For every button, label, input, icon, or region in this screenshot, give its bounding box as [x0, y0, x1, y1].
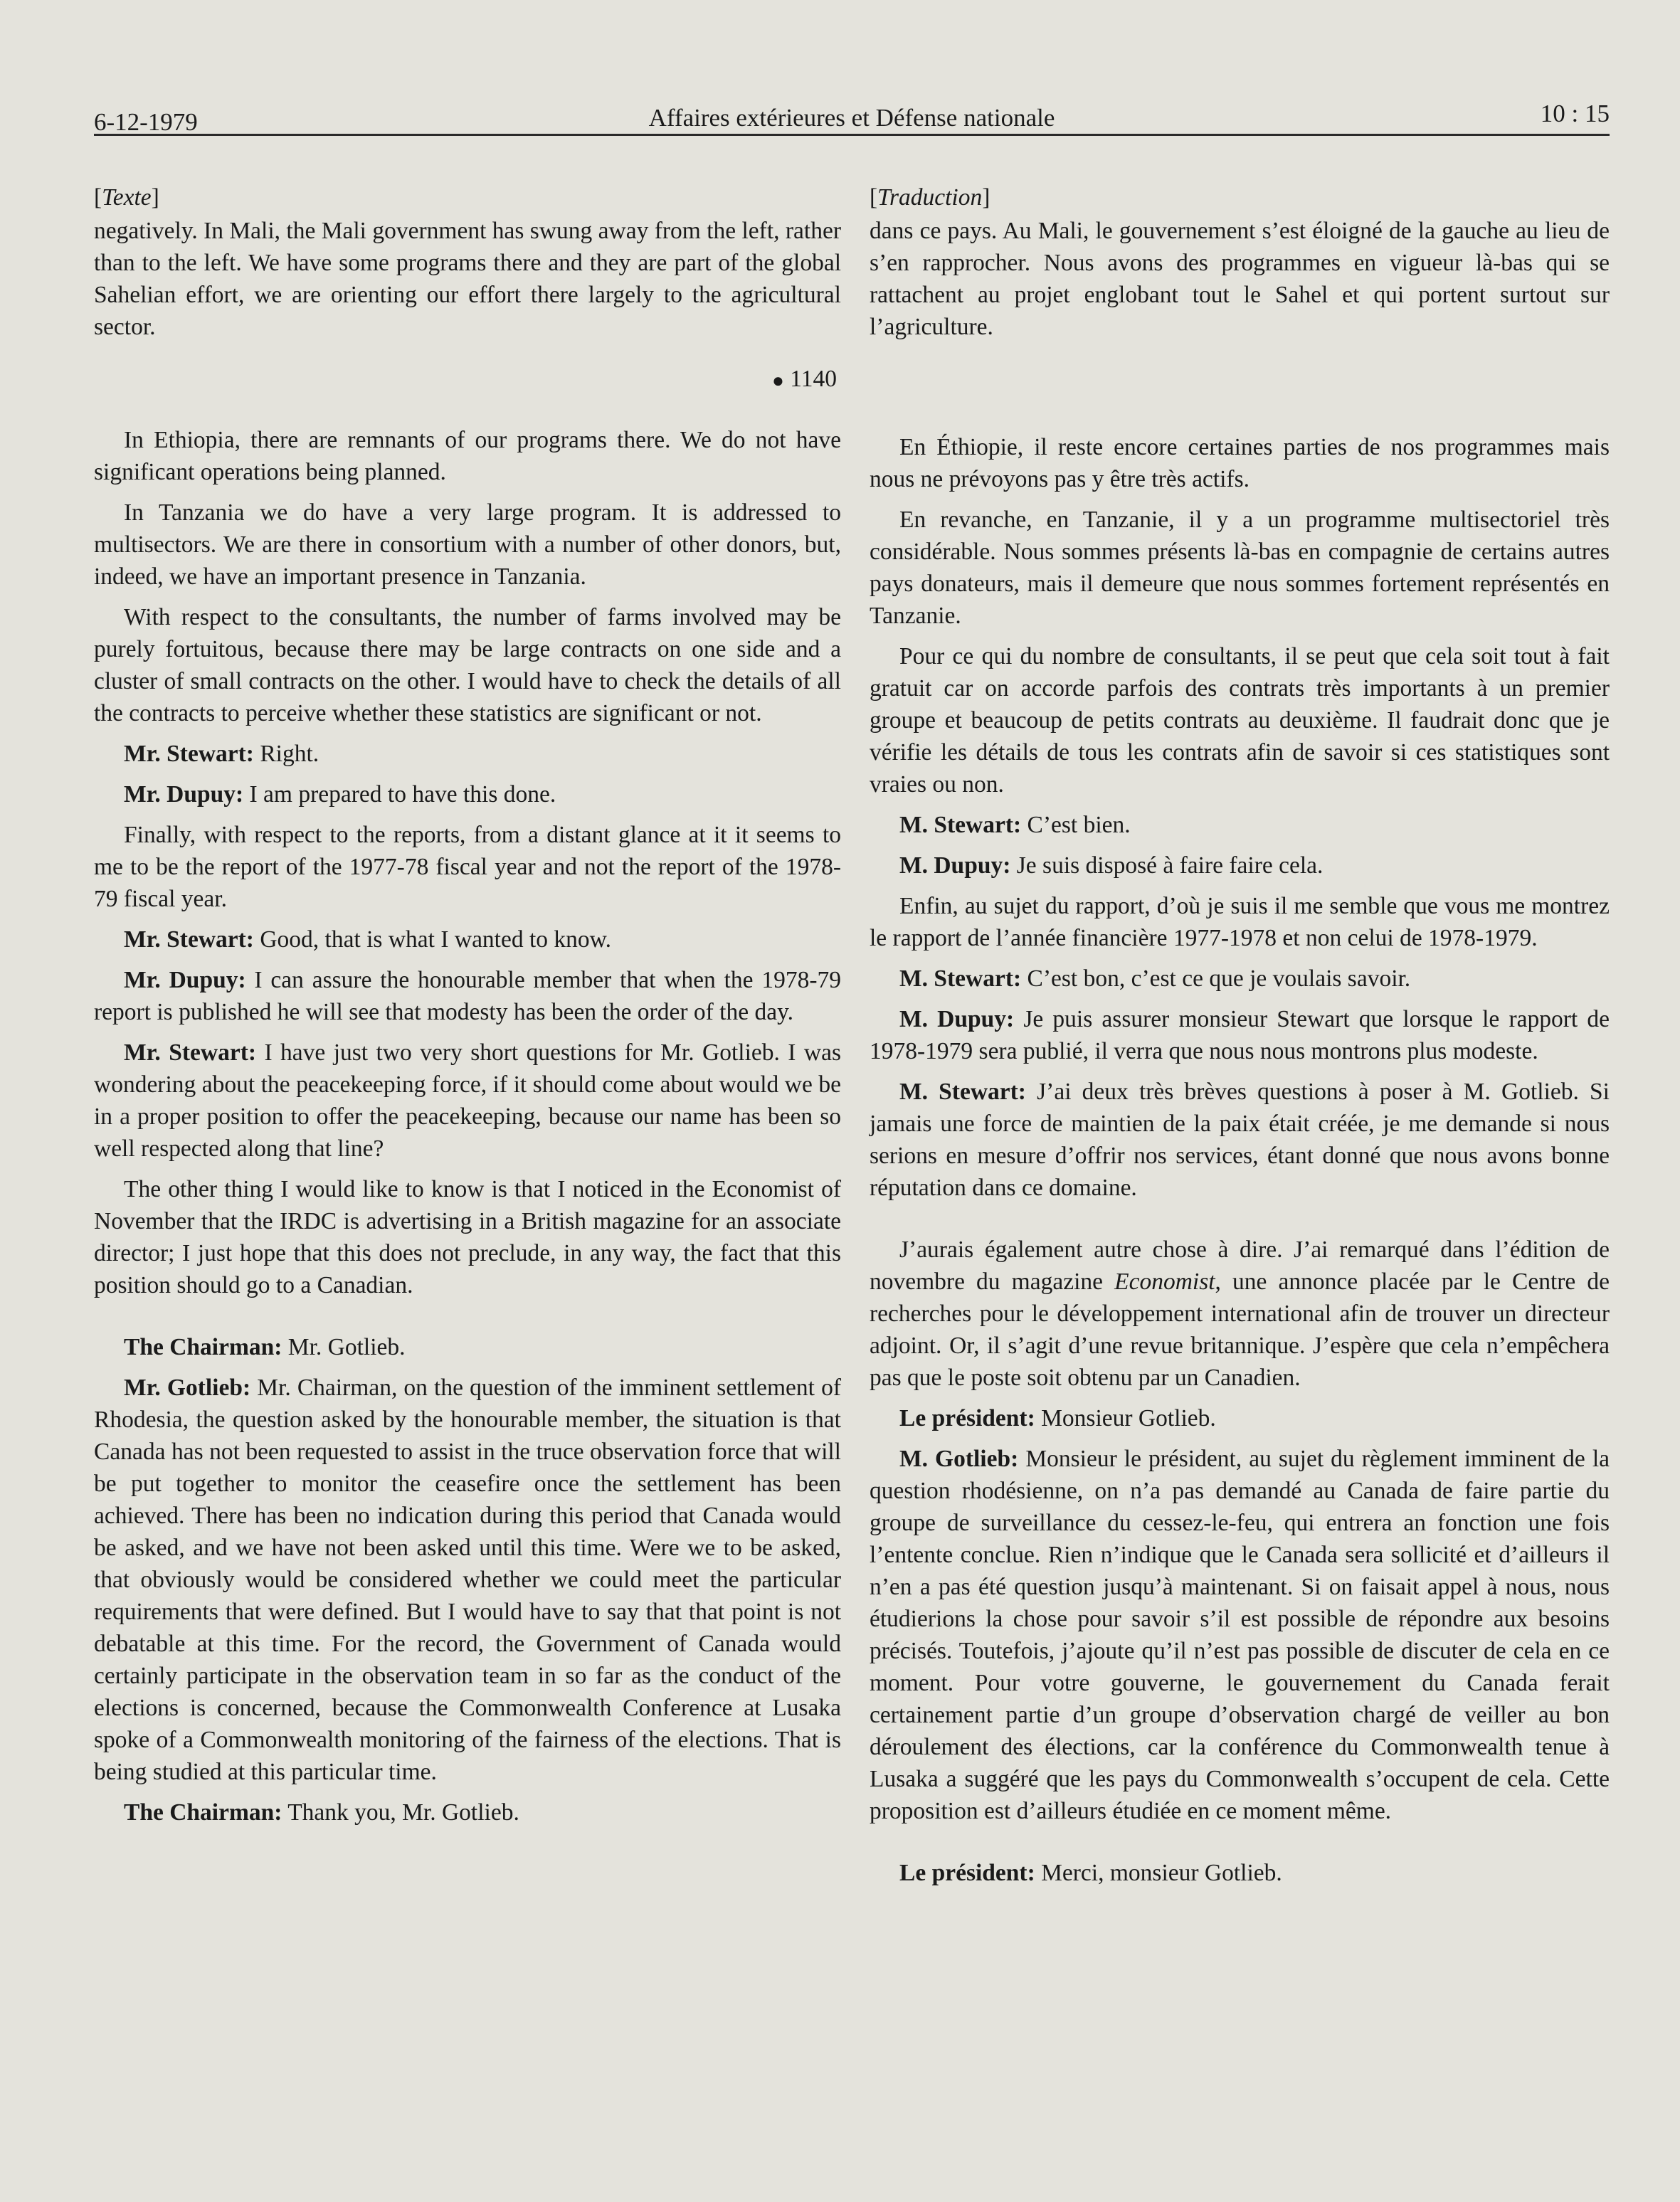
- speech-text: C’est bien.: [1021, 812, 1131, 838]
- speech: [94, 778, 841, 810]
- speaker-name: Le président:: [899, 1405, 1035, 1431]
- paragraph: With respect to the consultants, the number of farms involved may be purely fortuitous, because there may be large contracts on one side and a cluster of small contracts on the other. I would have to check the details of all the contracts to perceive whether these statistics are significant or not.: [94, 603, 841, 726]
- speech: [870, 963, 1610, 995]
- publication-title: Economist: [1114, 1269, 1215, 1295]
- speech-text: Merci, monsieur Gotlieb.: [1035, 1860, 1282, 1886]
- speech: [94, 1796, 841, 1828]
- paragraph: The other thing I would like to know is that I noticed in the Economist of November that the IRDC is advertising in a British magazine for an associate director; I just hope that this does not preclude, in any way, the fact that this position should go to a Canadian.: [94, 1175, 841, 1298]
- speaker-name: The Chairman:: [124, 1333, 282, 1360]
- speech: [870, 1443, 1610, 1827]
- column-french: [870, 181, 1610, 1897]
- running-header: [94, 100, 1610, 137]
- speech: [870, 1402, 1610, 1434]
- speaker-name: M. Stewart:: [899, 965, 1022, 992]
- paragraph: En revanche, en Tanzanie, il y a un programme multisectoriel très considérable. Nous sommes présents là-bas en compagnie de certains autres pays donateurs, mais il demeure que nous sommes fortement représentés en Tanzanie.: [870, 507, 1610, 629]
- paragraph: J’aurais également autre chose à dire. J’ai remarqué dans l’édition de novembre du magazine Economist, une annonce placée par le Centre de recherches pour le développement international afin de trouver un directeur adjoint. Or, il s’agit d’une revue britannique. J’espère que cela n’empêchera pas que le poste soit obtenu par un Canadien.: [870, 1237, 1610, 1391]
- bullet-icon: ●: [771, 369, 784, 392]
- speech-text: I am prepared to have this done.: [243, 780, 556, 808]
- speech-text: Right.: [253, 740, 319, 767]
- column-english: [94, 181, 841, 1837]
- speaker-name: Le président:: [899, 1860, 1035, 1886]
- speaker-name: Mr. Stewart:: [124, 926, 254, 953]
- speech: [870, 809, 1610, 841]
- speech-text: I can assure the honourable member that when the 1978-79 report is published he will see that modesty has been the order of the day.: [94, 966, 841, 1025]
- speaker-name: Mr. Gotlieb:: [124, 1374, 251, 1401]
- speaker-name: M. Stewart:: [899, 812, 1022, 838]
- speaker-name: Mr. Stewart:: [124, 1039, 257, 1066]
- paragraph: Enfin, au sujet du rapport, d’où je suis il me semble que vous me montrez le rapport de l’année financière 1977-1978 et non celui de 1978-1979.: [870, 893, 1610, 951]
- speaker-name: Mr. Dupuy:: [124, 780, 244, 808]
- section-label-texte: [Texte]: [94, 184, 159, 211]
- speech: [94, 738, 841, 770]
- speech: [94, 923, 841, 956]
- speaker-name: Mr. Dupuy:: [124, 966, 246, 993]
- speech-text: C’est bon, c’est ce que je voulais savoir.: [1021, 965, 1411, 992]
- speech: [94, 1372, 841, 1788]
- time-stamp: ● 1140: [771, 366, 837, 392]
- speech: [870, 1003, 1610, 1067]
- header-title: Affaires extérieures et Défense nationale: [648, 104, 1055, 132]
- paragraph: Pour ce qui du nombre de consultants, il se peut que cela soit tout à fait gratuit car on accorde parfois des contrats très importants à un premier groupe et beaucoup de petits contrats au deuxième. Il faudrait donc que je vérifie les détails de tous les contrats afin de savoir si ces statistiques sont vraies ou non.: [870, 643, 1610, 798]
- speaker-name: M. Dupuy:: [899, 852, 1011, 879]
- speech-text: Mr. Gotlieb.: [282, 1333, 406, 1360]
- speech: [94, 964, 841, 1028]
- speech-text: Monsieur le président, au sujet du règlement imminent de la question rhodésienne, on n’a pas demandé au Canada de faire partie du groupe de surveillance du cessez-le-feu, qui entrera an fonction une fois l’entente conclue. Rien n’indique que le Canada sera sollicité et d’ailleurs il n’en a pas été question jusqu’à maintenant. Si on faisait appel à nous, nous étudierions la chose pour savoir s’il est possible de répondre aux besoins précisés. Toutefois, j’ajoute qu’il n’est pas possible de discuter de cela en ce moment. Pour votre gouverne, le gouvernement du Canada ferait certainement partie d’un groupe d’observation chargé de veiller au bon déroulement des élections, car la conférence du Commonwealth tenue à Lusaka a suggéré que les pays du Commonwealth s’occupent de cela. Cette proposition est d’ailleurs étudiée en ce moment même.: [870, 1446, 1610, 1824]
- speech: [870, 1857, 1610, 1889]
- speech-text: Je suis disposé à faire faire cela.: [1010, 852, 1324, 879]
- speaker-name: Mr. Stewart:: [124, 740, 254, 767]
- speech-text: Monsieur Gotlieb.: [1035, 1405, 1216, 1431]
- speech-text: Thank you, Mr. Gotlieb.: [282, 1799, 519, 1826]
- speech: [870, 1076, 1610, 1204]
- header-rule: [94, 134, 1610, 136]
- paragraph: dans ce pays. Au Mali, le gouvernement s’est éloigné de la gauche au lieu de s’en rapprocher. Nous avons des programmes en vigueur là-bas qui se rattachent au projet englobant tout le Sahel et qui portent surtout sur l’agriculture.: [870, 218, 1610, 340]
- paragraph: negatively. In Mali, the Mali government has swung away from the left, rather than to the left. We have some programs there and they are part of the global Sahelian effort, we are orienting our effort there largely to the agricultural sector.: [94, 218, 841, 340]
- speech: [94, 1037, 841, 1165]
- speech-text: I have just two very short questions for Mr. Gotlieb. I was wondering about the peacekeeping force, if it should come about would we be in a proper position to offer the peacekeeping, because our name has been so well respected along that line?: [94, 1039, 841, 1162]
- section-label-traduction: [Traduction]: [870, 184, 990, 211]
- paragraph: In Ethiopia, there are remnants of our programs there. We do not have significant operations being planned.: [94, 426, 841, 485]
- paragraph: Finally, with respect to the reports, from a distant glance at it it seems to me to be the report of the 1977-78 fiscal year and not the report of the 1978-79 fiscal year.: [94, 821, 841, 912]
- speaker-name: M. Stewart:: [899, 1079, 1026, 1105]
- speech-text: J’ai deux très brèves questions à poser à M. Gotlieb. Si jamais une force de maintien de la paix était créée, je me demande si nous serions en mesure d’offrir nos services, étant donné que nous avons bonne réputation dans ce domaine.: [870, 1079, 1610, 1201]
- speech: [870, 849, 1610, 882]
- speech: [94, 1331, 841, 1363]
- header-page-number: 10 : 15: [1540, 100, 1610, 127]
- speaker-name: The Chairman:: [124, 1799, 282, 1826]
- header-date: 6-12-1979: [94, 108, 198, 136]
- speech-text: Good, that is what I wanted to know.: [253, 926, 612, 953]
- speaker-name: M. Gotlieb:: [899, 1446, 1019, 1472]
- paragraph: In Tanzania we do have a very large program. It is addressed to multisectors. We are there in consortium with a number of other donors, but, indeed, we have an important presence in Tanzania.: [94, 499, 841, 590]
- speech-text: Je puis assurer monsieur Stewart que lorsque le rapport de 1978-1979 sera publié, il verra que nous nous montrons plus modeste.: [870, 1006, 1610, 1064]
- speaker-name: M. Dupuy:: [899, 1006, 1015, 1032]
- paragraph: En Éthiopie, il reste encore certaines parties de nos programmes mais nous ne prévoyons pas y être très actifs.: [870, 434, 1610, 492]
- speech-text: Mr. Chairman, on the question of the imminent settlement of Rhodesia, the question asked by the honourable member, the situation is that Canada has not been requested to assist in the truce observation force that will be put together to monitor the ceasefire once the settlement has been achieved. There has been no indication during this period that Canada would be asked, and we have not been asked until this time. Were we to be asked, that obviously would be considered whether we could meet the particular requirements that were defined. But I would have to say that that point is not debatable at this time. For the record, the Government of Canada would certainly participate in the observation team in so far as the conduct of the elections is concerned, because the Commonwealth Conference at Lusaka spoke of a Commonwealth monitoring of the fairness of the elections. That is being studied at this particular time.: [94, 1374, 841, 1785]
